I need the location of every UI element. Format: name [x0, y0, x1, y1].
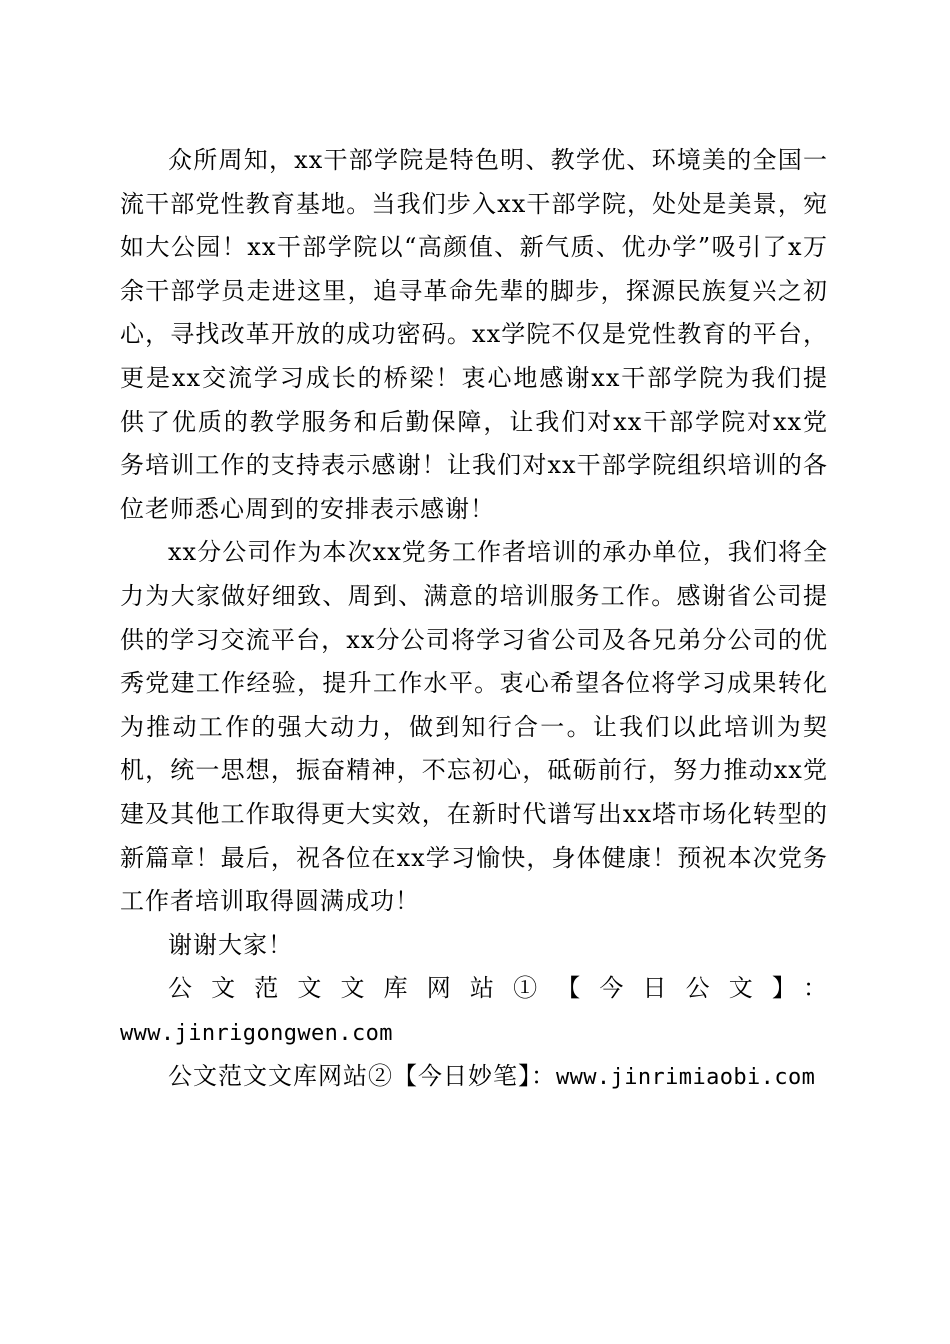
website-url-2[interactable]: www.jinrimiaobi.com — [556, 1065, 816, 1091]
paragraph-intro: 众所周知，xx干部学院是特色明、教学优、环境美的全国一流干部党性教育基地。当我们步入xx干部学院，处处是美景，宛如大公园！xx干部学院以“高颜值、新气质、优办学”吸引了x万余干部学员走进这里，追寻革命先辈的脚步，探源民族复兴之初心，寻找改革开放的成功密码。xx学院不仅是党性教育的平台，更是xx交流学习成长的桥梁！衷心地感谢xx干部学院为我们提供了优质的教学服务和后勤保障，让我们对xx干部学院对xx党务培训工作的支持表示感谢！让我们对xx干部学院组织培训的各位老师悉心周到的安排表示感谢！ — [120, 146, 828, 523]
website-label-1: 公文范文文库网站①【今日公文】： — [168, 974, 828, 1003]
document-page — [120, 139, 828, 1100]
website-url-1[interactable]: www.jinrigongwen.com — [120, 1020, 393, 1046]
paragraph-host: xx分公司作为本次xx党务工作者培训的承办单位，我们将全力为大家做好细致、周到、满意的培训服务工作。感谢省公司提供的学习交流平台，xx分公司将学习省公司及各兄弟分公司的优秀党建工作经验，提升工作水平。衷心希望各位将学习成果转化为推动工作的强大动力，做到知行合一。让我们以此培训为契机，统一思想，振奋精神，不忘初心，砥砺前行，努力推动xx党建及其他工作取得更大实效，在新时代谱写出xx塔市场化转型的新篇章！最后，祝各位在xx学习愉快，身体健康！预祝本次党务工作者培训取得圆满成功！ — [120, 538, 828, 916]
website-label-2: 公文范文文库网站②【今日妙笔】： — [168, 1062, 556, 1091]
paragraph-thanks: 谢谢大家！ — [168, 930, 293, 959]
website-line-2 — [120, 1055, 828, 1100]
website-line-1 — [120, 967, 828, 1055]
